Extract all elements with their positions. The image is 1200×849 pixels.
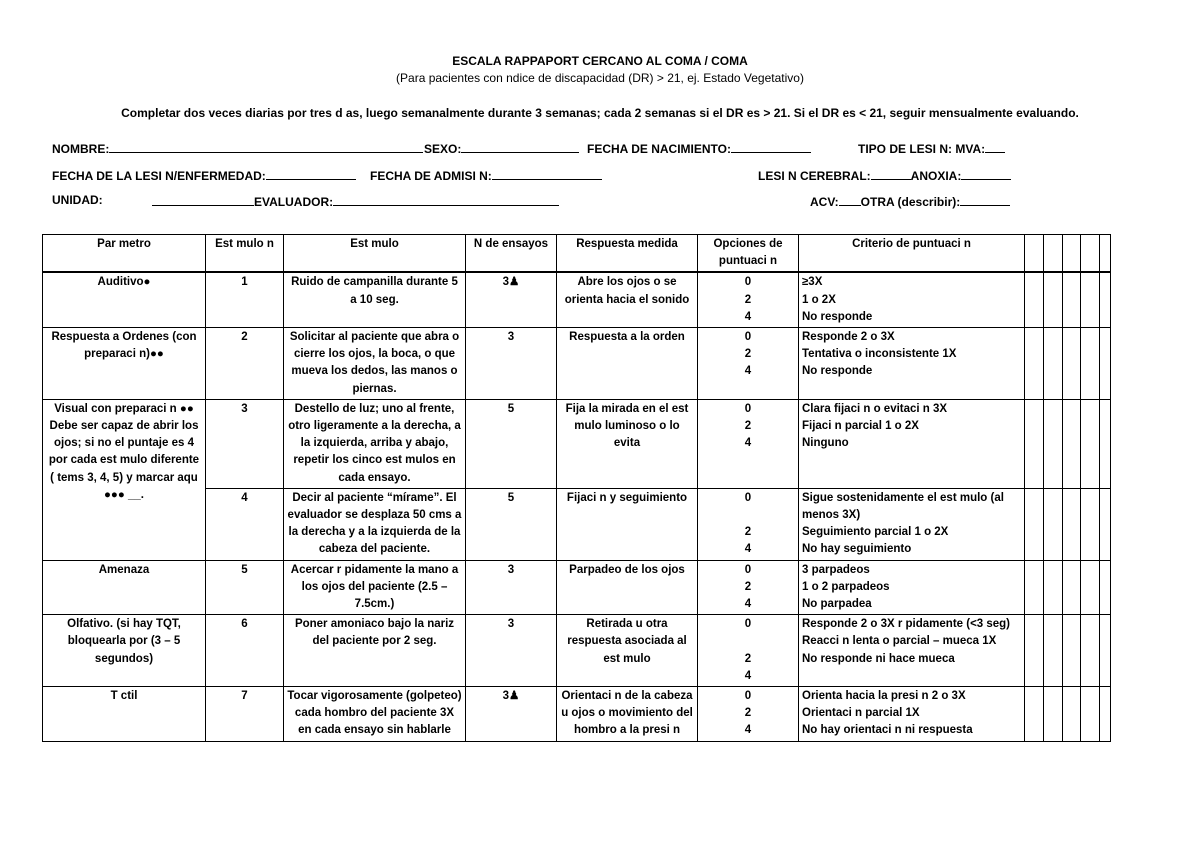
criteria-line: No responde bbox=[802, 365, 873, 378]
criteria-line: Orienta hacia la presi n 2 o 3X bbox=[802, 690, 966, 703]
score-cell[interactable] bbox=[1025, 560, 1044, 615]
score-cell[interactable] bbox=[1081, 615, 1100, 687]
score-cell[interactable] bbox=[1081, 399, 1100, 488]
table-row bbox=[43, 399, 1111, 488]
options-cell bbox=[698, 687, 799, 742]
criteria-line: Responde 2 o 3X bbox=[802, 331, 895, 344]
criteria-line: 1 o 2 parpadeos bbox=[802, 580, 890, 593]
score-cell[interactable] bbox=[1044, 399, 1063, 488]
criteria-cell bbox=[799, 399, 1025, 488]
score-cell[interactable] bbox=[1025, 488, 1044, 560]
score-cell[interactable] bbox=[1081, 272, 1100, 327]
header-criterio: Criterio de puntuaci n bbox=[799, 235, 1025, 273]
trials-cell: 3♟ bbox=[466, 272, 557, 327]
unidad-label: UNIDAD: bbox=[52, 193, 103, 207]
score-cell[interactable] bbox=[1063, 328, 1081, 400]
stim-cell: Destello de luz; uno al frente, otro ligeramente a la derecha, a la izquierda, arriba y abajo, repetir los cinco est mulos en cada ensayo. bbox=[284, 399, 466, 488]
criteria-line: No hay orientaci n ni respuesta bbox=[802, 724, 973, 737]
stim-num-cell: 6 bbox=[206, 615, 284, 687]
criteria-line: Sigue sostenidamente el est mulo (al menos 3X) bbox=[802, 491, 1004, 522]
criteria-cell bbox=[799, 488, 1025, 560]
score-cell[interactable] bbox=[1044, 615, 1063, 687]
option-value: 2 bbox=[744, 652, 752, 665]
table-row bbox=[43, 272, 1111, 327]
trials-cell: 3♟ bbox=[466, 687, 557, 742]
criteria-line: No responde bbox=[802, 310, 873, 323]
trials-cell: 5 bbox=[466, 399, 557, 488]
criteria-line: 1 o 2X bbox=[802, 293, 836, 306]
response-cell: Abre los ojos o se orienta hacia el sonido bbox=[557, 272, 698, 327]
param-cell: Auditivo● bbox=[43, 272, 206, 327]
score-cell[interactable] bbox=[1063, 272, 1081, 327]
score-cell[interactable] bbox=[1063, 488, 1081, 560]
table-row bbox=[43, 328, 1111, 400]
criteria-line: ≥3X bbox=[802, 276, 823, 289]
score-cell[interactable] bbox=[1025, 328, 1044, 400]
nombre-field[interactable] bbox=[52, 140, 423, 156]
stim-cell: Ruido de campanilla durante 5 a 10 seg. bbox=[284, 272, 466, 327]
response-cell: Fijaci n y seguimiento bbox=[557, 488, 698, 560]
score-cell[interactable] bbox=[1063, 687, 1081, 742]
criteria-line: Seguimiento parcial 1 o 2X bbox=[802, 526, 949, 539]
trials-cell: 3 bbox=[466, 328, 557, 400]
option-value: 2 bbox=[744, 526, 752, 539]
param-cell: Respuesta a Ordenes (con preparaci n)●● bbox=[43, 328, 206, 400]
evaluador-field[interactable] bbox=[152, 193, 559, 209]
score-cell[interactable] bbox=[1063, 615, 1081, 687]
criteria-cell bbox=[799, 328, 1025, 400]
tipo-lesion-field[interactable] bbox=[858, 140, 1005, 156]
param-cell: T ctil bbox=[43, 687, 206, 742]
criteria-line: No hay seguimiento bbox=[802, 543, 912, 556]
options-cell bbox=[698, 272, 799, 327]
stim-num-cell: 1 bbox=[206, 272, 284, 327]
score-cell[interactable] bbox=[1081, 687, 1100, 742]
stim-cell: Decir al paciente “mírame”. El evaluador se desplaza 50 cms a la derecha y a la izquierda de la cabeza del paciente. bbox=[284, 488, 466, 560]
option-value: 4 bbox=[744, 598, 752, 611]
sexo-field[interactable] bbox=[424, 140, 579, 156]
stim-num-cell: 3 bbox=[206, 399, 284, 488]
score-cell[interactable] bbox=[1044, 560, 1063, 615]
criteria-line: Fijaci n parcial 1 o 2X bbox=[802, 420, 919, 433]
score-cell[interactable] bbox=[1100, 399, 1111, 488]
tipo-lesion-label: TIPO DE LESI N: MVA: bbox=[858, 142, 986, 156]
score-cell[interactable] bbox=[1063, 235, 1081, 273]
option-value: 2 bbox=[744, 420, 752, 433]
option-value: 0 bbox=[744, 618, 752, 631]
criteria-cell bbox=[799, 272, 1025, 327]
param-cell: Visual con preparaci n ●● Debe ser capaz de abrir los ojos; si no el puntaje es 4 por cada est mulo diferente ( tems 3, 4, 5) y marcar aqu ●●● __. bbox=[43, 399, 206, 560]
score-cell[interactable] bbox=[1100, 687, 1111, 742]
score-cell[interactable] bbox=[1081, 560, 1100, 615]
fecha-nacimiento-label: FECHA DE NACIMIENTO: bbox=[587, 142, 731, 156]
sexo-label: SEXO: bbox=[424, 142, 462, 156]
otra-label: OTRA (describir): bbox=[860, 195, 961, 209]
header-respuesta: Respuesta medida bbox=[557, 235, 698, 273]
header-estimulo-n: Est mulo n bbox=[206, 235, 284, 273]
anoxia-label: ANOXIA: bbox=[910, 169, 962, 183]
header-estimulo: Est mulo bbox=[284, 235, 466, 273]
score-cell[interactable] bbox=[1044, 235, 1063, 273]
score-cell[interactable] bbox=[1063, 399, 1081, 488]
score-cell[interactable] bbox=[1044, 272, 1063, 327]
option-value: 2 bbox=[744, 348, 752, 361]
criteria-line: Tentativa o inconsistente 1X bbox=[802, 348, 957, 361]
lesion-cerebral-label: LESI N CEREBRAL: bbox=[758, 169, 871, 183]
options-cell bbox=[698, 615, 799, 687]
option-value: 2 bbox=[744, 707, 752, 720]
score-cell[interactable] bbox=[1025, 615, 1044, 687]
score-cell[interactable] bbox=[1081, 235, 1100, 273]
table-header-row bbox=[43, 235, 1111, 273]
score-cell[interactable] bbox=[1100, 615, 1111, 687]
score-cell[interactable] bbox=[1025, 399, 1044, 488]
fecha-lesion-field[interactable] bbox=[52, 167, 356, 183]
evaluador-label: EVALUADOR: bbox=[254, 195, 334, 209]
header-parametro: Par metro bbox=[43, 235, 206, 273]
option-value: 4 bbox=[744, 437, 752, 450]
option-value: 0 bbox=[744, 491, 752, 504]
criteria-line: Orientaci n parcial 1X bbox=[802, 707, 920, 720]
trials-cell: 3 bbox=[466, 560, 557, 615]
criteria-line: No responde ni hace mueca bbox=[802, 652, 955, 665]
trials-cell: 5 bbox=[466, 488, 557, 560]
stim-num-cell: 7 bbox=[206, 687, 284, 742]
criteria-cell bbox=[799, 615, 1025, 687]
stim-cell: Poner amoniaco bajo la nariz del paciente por 2 seg. bbox=[284, 615, 466, 687]
param-cell: Amenaza bbox=[43, 560, 206, 615]
option-value: 0 bbox=[744, 402, 752, 415]
response-cell: Orientaci n de la cabeza u ojos o movimiento del hombro a la presi n bbox=[557, 687, 698, 742]
option-value: 4 bbox=[744, 365, 752, 378]
stim-num-cell: 5 bbox=[206, 560, 284, 615]
table-row bbox=[43, 615, 1111, 687]
criteria-line: No parpadea bbox=[802, 598, 872, 611]
criteria-line: 3 parpadeos bbox=[802, 563, 870, 576]
score-cell[interactable] bbox=[1081, 328, 1100, 400]
stim-cell: Acercar r pidamente la mano a los ojos del paciente (2.5 – 7.5cm.) bbox=[284, 560, 466, 615]
nombre-label: NOMBRE: bbox=[52, 142, 110, 156]
criteria-line: Clara fijaci n o evitaci n 3X bbox=[802, 402, 948, 415]
table-row bbox=[43, 687, 1111, 742]
score-cell[interactable] bbox=[1100, 272, 1111, 327]
score-cell[interactable] bbox=[1100, 488, 1111, 560]
response-cell: Respuesta a la orden bbox=[557, 328, 698, 400]
option-value: 0 bbox=[744, 331, 752, 344]
stim-cell: Tocar vigorosamente (golpeteo) cada hombro del paciente 3X en cada ensayo sin hablarle bbox=[284, 687, 466, 742]
header-n-ensayos: N de ensayos bbox=[466, 235, 557, 273]
response-cell: Fija la mirada en el est mulo luminoso o lo evita bbox=[557, 399, 698, 488]
options-cell bbox=[698, 328, 799, 400]
response-cell: Retirada u otra respuesta asociada al est mulo bbox=[557, 615, 698, 687]
page-title: ESCALA RAPPAPORT CERCANO AL COMA / COMA bbox=[452, 54, 748, 68]
score-cell[interactable] bbox=[1100, 235, 1111, 273]
options-cell bbox=[698, 399, 799, 488]
fecha-admision-field[interactable] bbox=[370, 167, 602, 183]
criteria-line: Reacci n lenta o parcial – mueca 1X bbox=[802, 635, 997, 648]
score-cell[interactable] bbox=[1025, 235, 1044, 273]
fecha-admision-label: FECHA DE ADMISI N: bbox=[370, 169, 492, 183]
rating-table bbox=[42, 234, 1111, 742]
option-value: 4 bbox=[744, 724, 752, 737]
stim-num-cell: 2 bbox=[206, 328, 284, 400]
score-cell[interactable] bbox=[1063, 560, 1081, 615]
option-value: 4 bbox=[744, 669, 752, 682]
criteria-line: Ninguno bbox=[802, 437, 849, 450]
option-value: 0 bbox=[744, 276, 752, 289]
criteria-cell bbox=[799, 687, 1025, 742]
score-cell[interactable] bbox=[1044, 687, 1063, 742]
score-cell[interactable] bbox=[1025, 687, 1044, 742]
table-row bbox=[43, 560, 1111, 615]
options-cell bbox=[698, 488, 799, 560]
acv-label: ACV: bbox=[810, 195, 839, 209]
score-cell[interactable] bbox=[1081, 488, 1100, 560]
fecha-nacimiento-field[interactable] bbox=[587, 140, 811, 156]
trials-cell: 3 bbox=[466, 615, 557, 687]
score-cell[interactable] bbox=[1044, 328, 1063, 400]
option-value: 2 bbox=[744, 580, 752, 593]
param-cell: Olfativo. (si hay TQT, bloquearla por (3 – 5 segundos) bbox=[43, 615, 206, 687]
option-value: 4 bbox=[744, 543, 752, 556]
score-cell[interactable] bbox=[1025, 272, 1044, 327]
acv-field[interactable] bbox=[810, 193, 1010, 209]
score-cell[interactable] bbox=[1044, 488, 1063, 560]
criteria-line: Responde 2 o 3X r pidamente (<3 seg) bbox=[802, 618, 1011, 631]
stim-cell: Solicitar al paciente que abra o cierre los ojos, la boca, o que mueva los dedos, las manos o piernas. bbox=[284, 328, 466, 400]
stim-num-cell: 4 bbox=[206, 488, 284, 560]
page-subtitle: (Para pacientes con ndice de discapacidad (DR) > 21, ej. Estado Vegetativo) bbox=[396, 71, 804, 85]
option-value: 2 bbox=[744, 293, 752, 306]
options-cell bbox=[698, 560, 799, 615]
unidad-field[interactable] bbox=[52, 193, 103, 207]
criteria-cell bbox=[799, 560, 1025, 615]
instructions: Completar dos veces diarias por tres d as, luego semanalmente durante 3 semanas; cada 2 semanas si el DR es > 21. Si el DR es < 21, seguir mensualmente evaluando. bbox=[121, 106, 1079, 120]
option-value: 4 bbox=[744, 310, 752, 323]
fecha-lesion-label: FECHA DE LA LESI N/ENFERMEDAD: bbox=[52, 169, 266, 183]
response-cell: Parpadeo de los ojos bbox=[557, 560, 698, 615]
score-cell[interactable] bbox=[1100, 560, 1111, 615]
option-value: 0 bbox=[744, 690, 752, 703]
lesion-cerebral-field[interactable] bbox=[758, 167, 1011, 183]
header-opciones: Opciones de puntuaci n bbox=[698, 235, 799, 273]
option-value: 0 bbox=[744, 563, 752, 576]
score-cell[interactable] bbox=[1100, 328, 1111, 400]
